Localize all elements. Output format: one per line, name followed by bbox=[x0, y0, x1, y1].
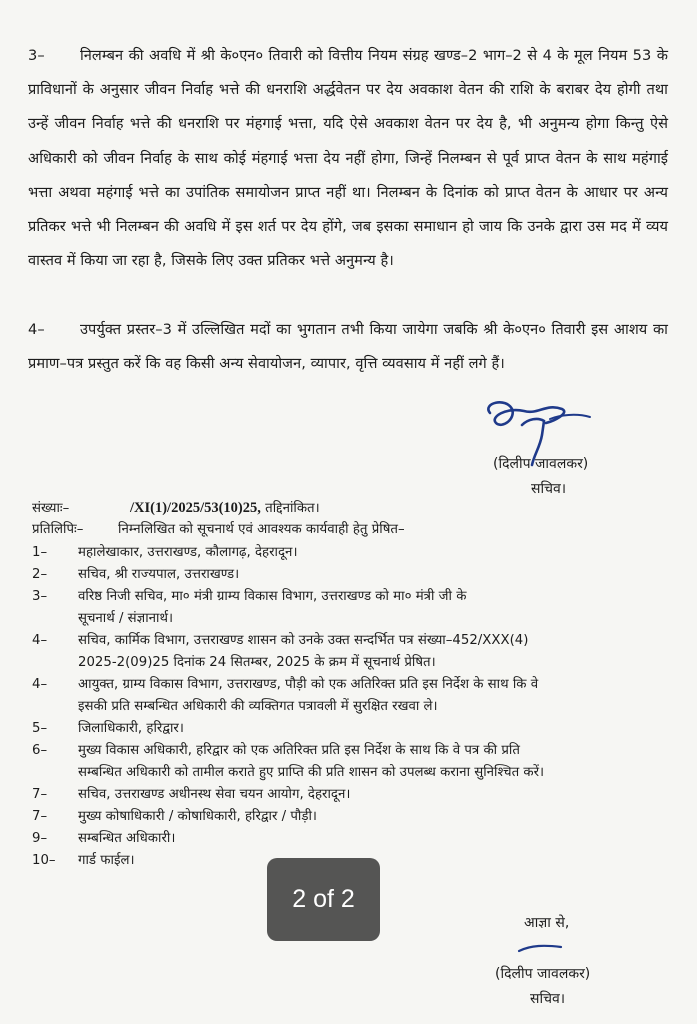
list-item bbox=[32, 828, 660, 850]
list-item bbox=[32, 718, 660, 740]
item-text: मुख्य विकास अधिकारी, हरिद्वार को एक अतिरिक्त प्रति इस निर्देश के साथ कि वे पत्र की प्रति bbox=[78, 743, 520, 758]
list-item bbox=[32, 586, 660, 630]
page-indicator-badge: 2 of 2 bbox=[267, 858, 380, 941]
item-text: महालेखाकार, उत्तराखण्ड, कौलागढ़, देहरादून। bbox=[78, 545, 298, 560]
item-text: आयुक्त, ग्राम्य विकास विभाग, उत्तराखण्ड, पौड़ी को एक अतिरिक्त प्रति इस निर्देश के साथ कि वे bbox=[78, 677, 539, 692]
item-text: मुख्य कोषाधिकारी / कोषाधिकारी, हरिद्वार / पौड़ी। bbox=[78, 809, 317, 824]
item-text: सचिव, श्री राज्यपाल, उत्तराखण्ड। bbox=[78, 567, 240, 582]
reference-label: संख्याः– bbox=[32, 501, 70, 516]
list-item bbox=[32, 674, 660, 718]
item-text-continued: इसकी प्रति सम्बन्धित अधिकारी की व्यक्तिगत पत्रावली में सुरक्षित रखवा ले। bbox=[78, 699, 438, 714]
initials-mark bbox=[515, 939, 565, 959]
copy-to-heading bbox=[32, 519, 672, 541]
list-item bbox=[32, 806, 660, 828]
paragraph-number: 4– bbox=[28, 321, 45, 338]
item-number: 7– bbox=[32, 809, 48, 824]
list-item bbox=[32, 542, 660, 564]
item-text: जिलाधिकारी, हरिद्वार। bbox=[78, 721, 184, 736]
item-text-continued: सूचनार्थ / संज्ञानार्थ। bbox=[78, 611, 174, 626]
paragraph-3 bbox=[28, 39, 668, 278]
item-number: 4– bbox=[32, 633, 48, 648]
item-text: सचिव, उत्तराखण्ड अधीनस्थ सेवा चयन आयोग, देहरादून। bbox=[78, 787, 351, 802]
item-text-continued: सम्बन्धित अधिकारी को तामील कराते हुए प्राप्ति की प्रति शासन को उपलब्ध कराना सुनिश्चित करें। bbox=[78, 765, 545, 780]
copy-label: प्रतिलिपिः– bbox=[32, 522, 84, 537]
item-number: 1– bbox=[32, 545, 48, 560]
item-number: 6– bbox=[32, 743, 48, 758]
list-item bbox=[32, 564, 660, 586]
paragraph-text: उपर्युक्त प्रस्तर–3 में उल्लिखित मदों का भुगतान तभी किया जायेगा जबकि श्री के०एन० तिवारी इस आशय का प्रमाण–पत्र प्रस्तुत करें कि वह किसी अन्य सेवायोजन, व्यापार, वृत्ति व्यवसाय में नहीं लगे हैं। bbox=[28, 321, 668, 373]
item-text: वरिष्ठ निजी सचिव, मा० मंत्री ग्राम्य विकास विभाग, उत्तराखण्ड को मा० मंत्री जी के bbox=[78, 589, 467, 604]
paragraph-text: निलम्बन की अवधि में श्री के०एन० तिवारी को वित्तीय नियम संग्रह खण्ड–2 भाग–2 से 4 के मूल नियम 53 के प्राविधानों के अनुसार जीवन निर्वाह भत्ते की धनराशि अर्द्धवेतन पर देय अवकाश वेतन की राशि के बराबर देय होगी तथा उन्हें जीवन निर्वाह भत्ते की धनराशि पर मंहगाई भत्ता, यदि ऐसे अवकाश वेतन पर देय है, भी अनुमन्य होगा किन्तु ऐसे अधिकारी को जीवन निर्वाह के साथ कोई मंहगाई भत्ता देय नहीं होगा, जिन्हें निलम्बन से पूर्व प्राप्त वेतन के साथ महंगाई भत्ता अथवा महंगाई भत्ते का उपांतिक समायोजन प्राप्त नहीं था। निलम्बन के दिनांक को प्राप्त वेतन के आधार पर अन्य प्रतिकर भत्ते भी निलम्बन की अवधि में इस शर्त पर देय होंगे, जब इसका समाधान हो जाय कि उनके द्वारा उस मद में व्यय वास्तव में किया जा रहा है, जिसके लिए उक्त प्रतिकर भत्ते अनुमन्य है। bbox=[28, 47, 668, 270]
list-item bbox=[32, 740, 660, 784]
signatory-name: (दिलीप जावलकर) bbox=[495, 966, 591, 982]
item-number: 2– bbox=[32, 567, 48, 582]
list-item bbox=[32, 630, 660, 674]
item-number: 3– bbox=[32, 589, 48, 604]
signatory-name: (दिलीप जावलकर) bbox=[493, 456, 589, 472]
item-number: 7– bbox=[32, 787, 48, 802]
item-number: 10– bbox=[32, 853, 56, 868]
item-text-continued: 2025-2(09)25 दिनांक 24 सितम्बर, 2025 के क्रम में सूचनार्थ प्रेषित। bbox=[78, 655, 436, 670]
item-text: गार्ड फाईल। bbox=[78, 853, 135, 868]
list-item bbox=[32, 784, 660, 806]
signatory-designation: सचिव। bbox=[530, 991, 566, 1007]
paragraph-4 bbox=[28, 313, 668, 381]
recipient-list bbox=[32, 542, 660, 872]
item-text: सचिव, कार्मिक विभाग, उत्तराखण्ड शासन को उनके उक्त सन्दर्भित पत्र संख्या–452/XXX(4) bbox=[78, 633, 529, 648]
reference-code: /XI(1)/2025/53(10)25, bbox=[130, 500, 261, 516]
paragraph-number: 3– bbox=[28, 47, 45, 64]
item-number: 9– bbox=[32, 831, 48, 846]
reference-number bbox=[32, 497, 672, 520]
reference-suffix: तद्दिनांकित। bbox=[260, 501, 320, 516]
order-text: आज्ञा से, bbox=[524, 915, 570, 931]
signatory-designation: सचिव। bbox=[531, 481, 567, 497]
item-text: सम्बन्धित अधिकारी। bbox=[78, 831, 176, 846]
copy-text: निम्नलिखित को सूचनार्थ एवं आवश्यक कार्यवाही हेतु प्रेषित– bbox=[118, 522, 405, 537]
item-number: 4– bbox=[32, 677, 48, 692]
item-number: 5– bbox=[32, 721, 48, 736]
